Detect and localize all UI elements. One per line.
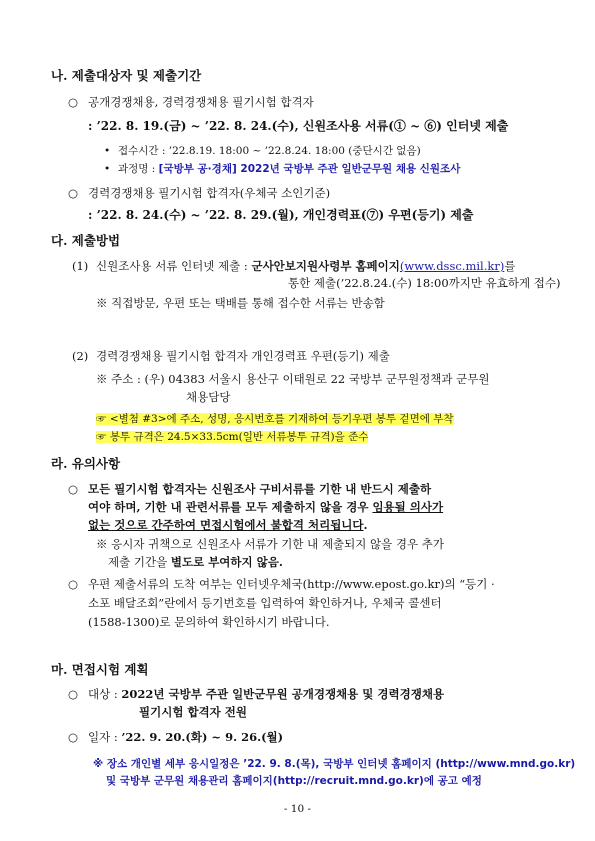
address-line: ※ 주소 : (우) 04383 서울시 용산구 이태원로 22 국방부 군무원정책과 군무원: [96, 372, 490, 386]
site-link[interactable]: (www.dssc.mil.kr): [399, 259, 505, 273]
list-marker: ○: [68, 482, 79, 496]
notice-underlined: 없는 것으로 간주하여 면접시험에서 불합격 처리됩니다: [88, 518, 364, 532]
course-label: 과정명 :: [118, 163, 159, 175]
highlight-text: ☞ 봉투 규격은 24.5×33.5cm(일반 서류봉투 규격)을 준수: [96, 431, 369, 443]
list-marker: ○: [68, 730, 79, 744]
notice-note: [108, 555, 283, 570]
course-name: [118, 162, 460, 177]
interview-target: [88, 687, 444, 702]
site-name: 군사안보지원사령부 홈페이지: [251, 259, 400, 273]
notice-text: 여야 하며, 기한 내 관련서류를 모두 제출하지 않을 경우: [88, 500, 373, 514]
method-tail: 를: [504, 259, 516, 273]
notice-line: [88, 518, 368, 533]
bullet: •: [104, 163, 111, 175]
notice-underlined: 임용될 의사가: [372, 500, 444, 514]
method-note: ※ 직접방문, 우편 또는 택배를 통해 접수한 서류는 반송함: [96, 296, 385, 310]
method-label: 신원조사용 서류 인터넷 제출 :: [96, 259, 252, 273]
list-marker: ○: [68, 687, 79, 701]
date-label: 일자 :: [88, 730, 122, 744]
method-number: (2): [72, 349, 89, 363]
section-heading-na: 나. 제출대상자 및 제출기간: [51, 68, 202, 83]
submission-period: : ’22. 8. 24.(수) ~ ’22. 8. 29.(월), 개인경력표(⑦) 우편(등기) 제출: [88, 208, 474, 222]
section-heading-ma: 마. 면접시험 계획: [51, 662, 149, 677]
submission-period: : ’22. 8. 19.(금) ~ ’22. 8. 24.(수), 신원조사용 서류(① ~ ⑥) 인터넷 제출: [88, 119, 509, 133]
method-internet: [96, 259, 515, 274]
schedule-note: 및 국방부 군무원 채용관리 홈페이지(http://recruit.mnd.go.kr)에 공고 예정: [106, 775, 482, 787]
notice-text: .: [363, 518, 368, 532]
section-heading-da: 다. 제출방법: [51, 233, 121, 248]
target-label: 대상 :: [88, 687, 122, 701]
target-value: 2022년 국방부 주관 일반군무원 공개경쟁채용 및 경력경쟁채용: [121, 687, 445, 701]
highlight-text: ☞ <별첨 #3>에 주소, 성명, 응시번호를 기재하여 등기우편 봉투 겉면에 부착: [96, 413, 454, 425]
method-continuation: 통한 제출(’22.8.24.(수) 18:00까지만 유효하게 접수): [288, 276, 561, 290]
bullet: •: [104, 145, 111, 157]
postal-notice: 소포 배달조회”란에서 등기번호를 입력하여 확인하거나, 우체국 콜센터: [88, 596, 442, 610]
notice-note: ※ 응시자 귀책으로 신원조사 서류가 기한 내 제출되지 않을 경우 추가: [96, 537, 444, 551]
notice-line: [88, 500, 443, 515]
postal-notice: 우편 제출서류의 도착 여부는 인터넷우체국(http://www.epost.go.kr)의 “등기 ·: [88, 577, 495, 591]
notice-note-bold: 별도로 부여하지 않음.: [170, 555, 283, 569]
interview-date: [88, 730, 283, 745]
interview-target-cont: 필기시험 합격자 전원: [139, 705, 247, 719]
address-line: 채용담당: [186, 390, 231, 404]
list-marker: ○: [68, 577, 79, 591]
schedule-note: ※ 장소 개인별 세부 응시일정은 ’22. 9. 8.(목), 국방부 인터넷 홈페이지 (http://www.mnd.go.kr): [93, 758, 576, 770]
list-item-target: 공개경쟁채용, 경력경쟁채용 필기시험 합격자: [88, 95, 314, 109]
postal-notice: (1588-1300)로 문의하여 확인하시기 바랍니다.: [88, 615, 330, 629]
highlight-instruction: [96, 430, 368, 445]
list-item-target: 경력경쟁채용 필기시험 합격자(우체국 소인기준): [88, 186, 331, 200]
highlight-instruction: [96, 412, 454, 427]
notice-line: 모든 필기시험 합격자는 신원조사 구비서류를 기한 내 반드시 제출하: [88, 482, 432, 496]
section-heading-ra: 라. 유의사항: [51, 456, 121, 471]
list-marker: ○: [68, 95, 79, 109]
notice-note-text: 제출 기간을: [108, 555, 171, 569]
course-title: [국방부 공·경채] 2022년 국방부 주관 일반군무원 채용 신원조사: [158, 163, 461, 175]
date-value: ’22. 9. 20.(화) ~ 9. 26.(월): [121, 730, 284, 744]
method-mail: 경력경쟁채용 필기시험 합격자 개인경력표 우편(등기) 제출: [96, 349, 390, 363]
list-marker: ○: [68, 186, 79, 200]
page-number: - 10 -: [283, 803, 312, 815]
method-number: (1): [72, 259, 89, 273]
reception-time: 접수시간 : ’22.8.19. 18:00 ~ ’22.8.24. 18:00 (중단시간 없음): [118, 145, 421, 157]
